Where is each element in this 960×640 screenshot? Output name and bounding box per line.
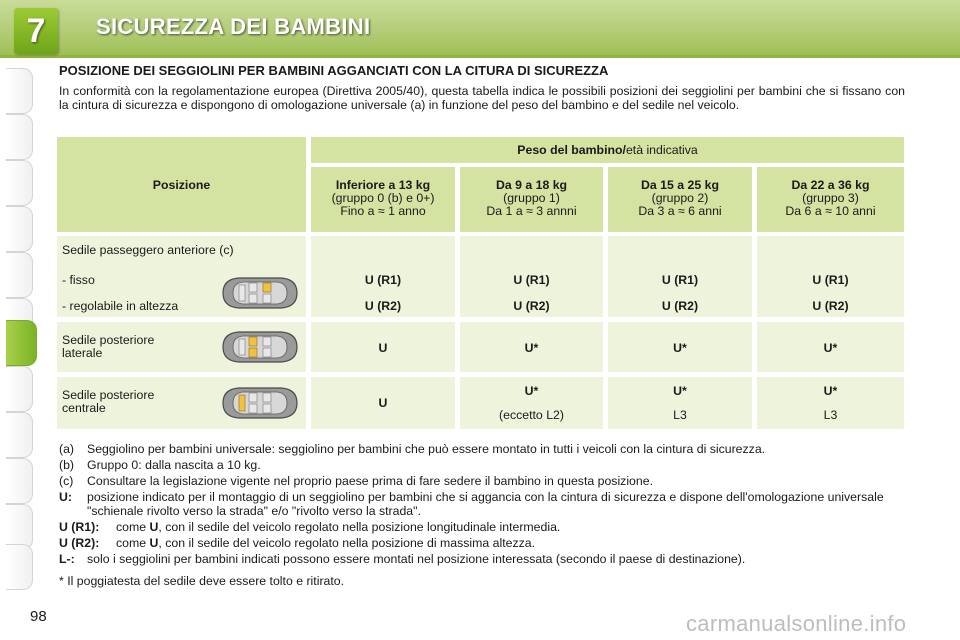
weight-header [311,143,904,157]
col-2-group: (gruppo 1) [503,191,560,205]
row-1-col-3-a: U (R1) [661,273,699,287]
weight-col-2 [460,167,603,232]
col-4-weight: Da 22 a 36 kg [791,178,870,192]
side-tab-12[interactable] [6,544,33,590]
row-3-col-4-note: L3 [823,408,838,422]
row-1-sub-adjustable: - regolabile in altezza [62,299,179,313]
footnotes [59,442,905,588]
footnote-b [59,458,905,472]
footnote-ur2 [59,536,905,550]
row-2-col-1-value: U [378,341,388,355]
row-rear-central [57,377,306,429]
row-1-col-4 [757,236,904,317]
footnote-ur2-key: U (R2): [59,536,100,550]
footnote-u-key: U: [59,490,72,504]
side-tab-10[interactable] [6,458,33,504]
footnote-b-text: Gruppo 0: dalla nascita a 10 kg. [87,458,261,472]
row-3-col-3-note: L3 [673,408,687,422]
col-1-weight: Inferiore a 13 kg [335,178,431,192]
row-3-col-3 [608,377,752,429]
chapter-number: 7 [26,12,46,50]
footnote-ur1-text: , con il sedile del veicolo regolato nella posizione longitudinale intermedia. [158,520,561,534]
row-2-col-3 [608,322,752,372]
footnote-l [59,552,905,566]
row-2-col-3-value: U* [673,341,687,355]
row-3-col-1-value: U [378,396,388,410]
weight-col-3 [608,167,752,232]
footnote-l-key: L-: [59,552,75,566]
col-3-weight: Da 15 a 25 kg [641,178,719,192]
row-3-col-1 [311,377,455,429]
row-3-col-2-value: U* [524,384,539,398]
col-3-age: Da 3 a ≈ 6 anni [638,204,722,218]
row-1-col-2-a: U (R1) [513,273,550,287]
footnote-c [59,474,905,488]
footnote-ur2-text: , con il sedile del veicolo regolato nella posizione di massima altezza. [158,536,536,550]
side-tab-8[interactable] [6,366,33,412]
row-2-col-4-value: U* [823,341,838,355]
weight-col-4 [757,167,904,232]
row-1-col-1-b: U (R2) [364,299,402,313]
side-tab-4[interactable] [6,206,33,252]
row-3-col-2 [460,377,603,429]
footnote-star: * Il poggiatesta del sedile deve essere tolto e ritirato. [59,574,345,588]
row-2-label [62,334,154,360]
row-1-col-1 [311,236,455,317]
col-4-group: (gruppo 3) [802,191,859,205]
footnote-c-key: (c) [59,474,74,488]
intro-paragraph: In conformità con la regolamentazione europea (Direttiva 2005/40), questa tabella indica le possibili posizioni dei seggiolini per bambini che si fissano con la cintura di sicurezza e dispongono di omologazione universale (a) in funzione del peso del bambino e del sedile nel veicolo. [59,84,905,112]
row-3-col-4-value: U* [823,384,838,398]
row-1-col-2-b: U (R2) [513,299,550,313]
footnote-ur2-bold: U [149,536,159,550]
header-rule [0,55,960,58]
side-tab-5[interactable] [6,252,33,298]
weight-col-1 [311,167,455,232]
footnote-u-text: posizione indicato per il montaggio di un seggiolino per bambini che si aggancia con la cintura di sicurezza e dispone dell'omologazione universale "schienale rivolto verso la strada" e/o "rivolto verso la strada". [87,490,884,518]
footnote-ur1 [59,520,905,534]
row-2-col-2 [460,322,603,372]
row-3-col-2-note: (eccetto L2) [499,408,564,422]
footnote-ur1-pre: come [116,520,150,534]
row-1-col-2 [460,236,603,317]
col-1-group: (gruppo 0 (b) e 0+) [331,191,435,205]
side-tab-3[interactable] [6,160,33,206]
row-2-col-2-value: U* [524,341,539,355]
row-3-col-4 [757,377,904,429]
side-tab-active[interactable] [6,320,37,366]
footnote-a-text: Seggiolino per bambini universale: seggiolino per bambini che può essere montato in tutti i veicoli con la cintura di sicurezza. [87,442,766,456]
col-2-age: Da 1 a ≈ 3 annni [486,204,577,218]
row-1-col-3-b: U (R2) [661,299,699,313]
row-1-col-3 [608,236,752,317]
footnote-b-key: (b) [59,458,75,472]
row-2-label-line2: laterale [62,346,103,360]
footnote-a-key: (a) [59,442,75,456]
side-tab-9[interactable] [6,412,33,458]
side-tab-2[interactable] [6,114,33,160]
col-3-group: (gruppo 2) [651,191,709,205]
footnote-c-text: Consultare la legislazione vigente nel proprio paese prima di fare sedere il bambino in questa posizione. [87,474,653,488]
row-1-label: Sedile passeggero anteriore (c) [62,243,234,257]
footnote-a [59,442,905,456]
page-title: SICUREZZA DEI BAMBINI [96,14,371,39]
footnote-ur1-bold: U [149,520,159,534]
row-1-col-4-a: U (R1) [812,273,849,287]
car-rear-central-icon [219,383,301,423]
weight-header-rest: età indicativa [625,143,698,157]
footnote-l-text: solo i seggiolini per bambini indicati possono essere montati nel posizione interessata (secondo il paese di destinazione). [87,552,746,566]
position-header: Posizione [152,178,211,192]
row-3-label [62,389,154,415]
position-header-cell [57,137,306,232]
row-1-sub-fixed: - fisso [62,273,95,287]
row-1-col-1-a: U (R1) [364,273,402,287]
row-front-passenger [57,236,306,317]
col-4-age: Da 6 a ≈ 10 anni [785,204,876,218]
weight-header-bold: Peso del bambino/ [517,143,626,157]
car-front-seat-icon [219,273,301,313]
footnote-ur1-key: U (R1): [59,520,100,534]
row-rear-lateral [57,322,306,372]
row-2-col-4 [757,322,904,372]
row-3-label-line2: centrale [62,401,106,415]
side-tab-1[interactable] [6,68,33,114]
car-rear-lateral-icon [219,327,301,367]
weight-header-cell [311,137,904,163]
side-chapter-tabs [0,68,46,588]
footnote-ur2-pre: come [116,536,150,550]
page-number: 98 [30,608,47,625]
watermark: carmanualsonline.info [686,611,907,636]
footnote-u [59,490,905,518]
col-2-weight: Da 9 a 18 kg [495,178,568,192]
row-1-col-4-b: U (R2) [812,299,849,313]
col-1-age: Fino a ≈ 1 anno [340,204,426,218]
row-2-label-line1: Sedile posteriore [62,333,155,347]
row-3-col-3-value: U* [673,384,687,398]
row-2-col-1 [311,322,455,372]
row-3-label-line1: Sedile posteriore [62,388,155,402]
section-title: POSIZIONE DEI SEGGIOLINI PER BAMBINI AGGANCIATI CON LA CITURA DI SICUREZZA [59,63,609,78]
